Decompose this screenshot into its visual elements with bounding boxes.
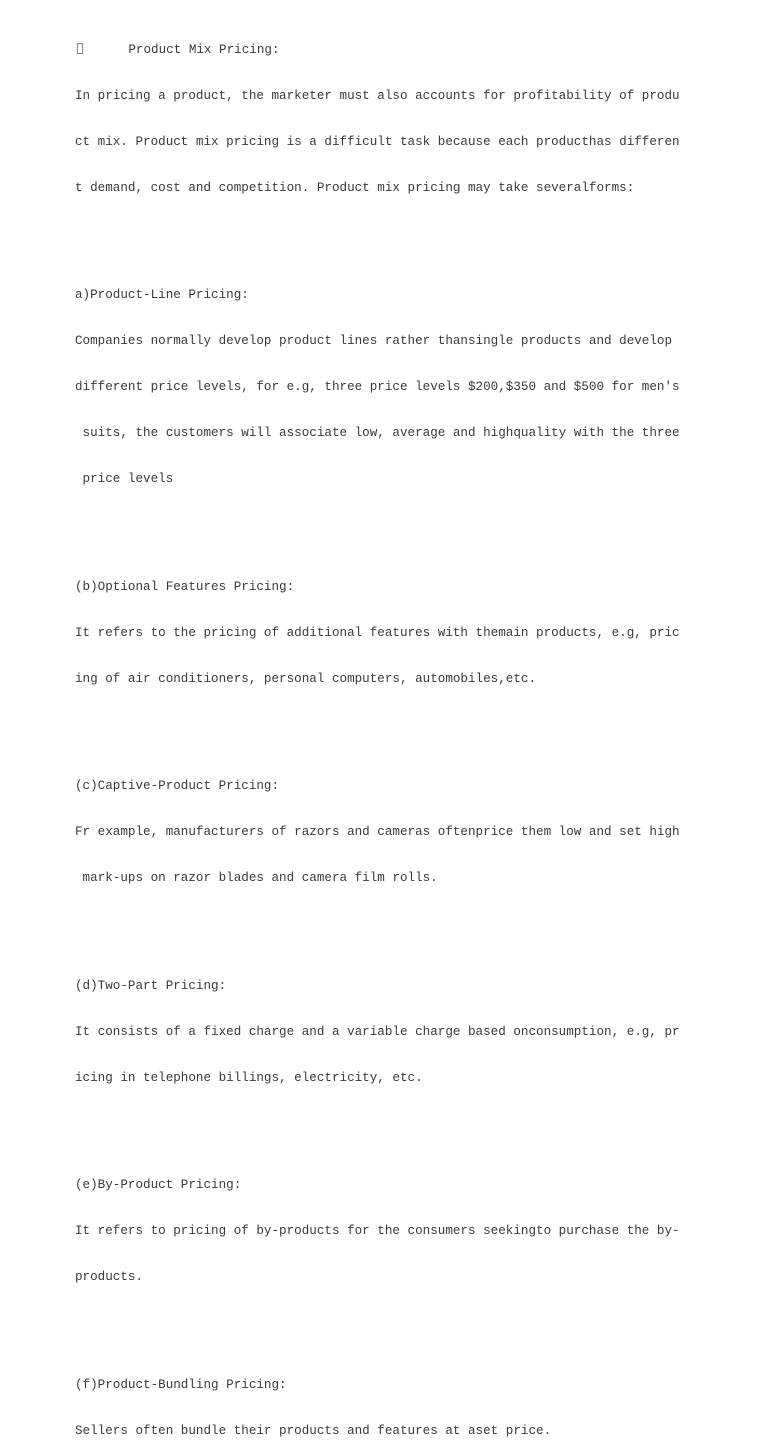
document-title: Product Mix Pricing: (128, 42, 280, 57)
section-heading: (f)Product-Bundling Pricing: (75, 1377, 287, 1392)
section-line: Fr example, manufacturers of razors and cameras oftenprice them low and set high (75, 825, 680, 840)
paragraph-gap (75, 518, 685, 533)
section-line: different price levels, for e.g, three price levels $200,$350 and $500 for men's (75, 380, 680, 395)
section-heading: (d)Two-Part Pricing: (75, 978, 227, 993)
section-line: It refers to the pricing of additional features with themain products, e.g, pric (75, 625, 680, 640)
section-line: suits, the customers will associate low, average and highquality with the three (75, 426, 680, 441)
paragraph-gap (75, 227, 685, 242)
section-line: Sellers often bundle their products and features at aset price. (75, 1423, 552, 1438)
section-line: price levels (75, 472, 174, 487)
section-heading: (e)By-Product Pricing: (75, 1178, 242, 1193)
section-line: icing in telephone billings, electricity, etc. (75, 1070, 423, 1085)
document-title-line (75, 43, 685, 58)
document-body (75, 12, 685, 1454)
section-line: products. (75, 1270, 144, 1285)
title-gap (83, 43, 128, 57)
section-line: mark-ups on razor blades and camera film rolls. (75, 871, 438, 886)
paragraph-gap (75, 1316, 685, 1331)
section-heading: (b)Optional Features Pricing: (75, 579, 295, 594)
section-line: ing of air conditioners, personal computers, automobiles,etc. (75, 671, 537, 686)
section-line: It refers to pricing of by-products for the consumers seekingto purchase the by- (75, 1224, 680, 1239)
section-line: Companies normally develop product lines rather thansingle products and develop (75, 334, 673, 349)
section-heading: (c)Captive-Product Pricing: (75, 779, 280, 794)
paragraph-gap (75, 917, 685, 932)
paragraph-gap (75, 718, 685, 733)
paragraph-gap (75, 1117, 685, 1132)
intro-line: In pricing a product, the marketer must also accounts for profitability of produ (75, 88, 680, 103)
intro-line: t demand, cost and competition. Product mix pricing may take severalforms: (75, 180, 635, 195)
section-line: It consists of a fixed charge and a variable charge based onconsumption, e.g, pr (75, 1024, 680, 1039)
intro-line: ct mix. Product mix pricing is a difficult task because each producthas differen (75, 134, 680, 149)
section-heading: a)Product-Line Pricing: (75, 288, 249, 303)
